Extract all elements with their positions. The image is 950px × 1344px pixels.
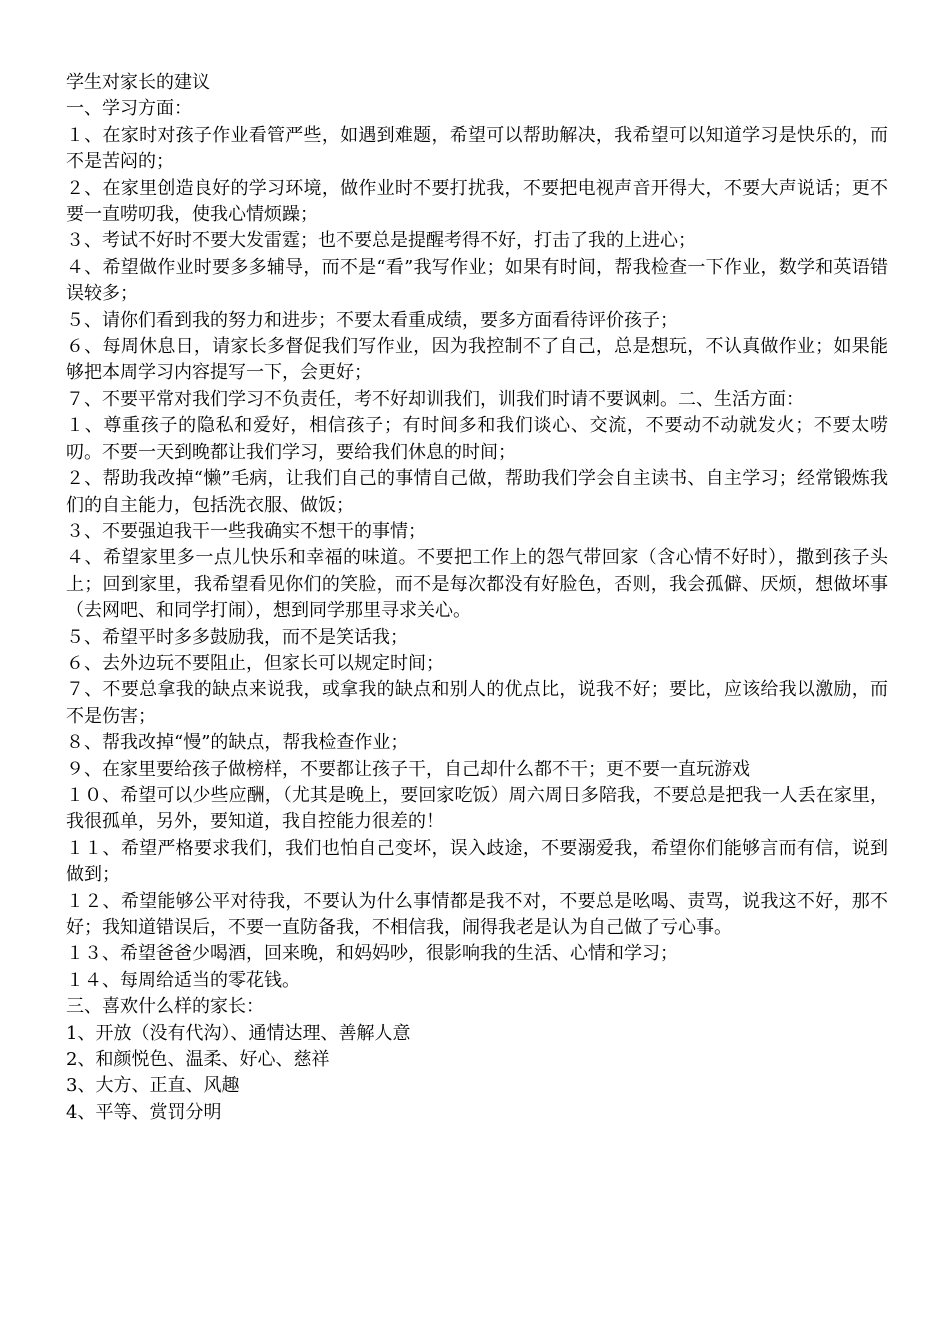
section3-heading: 三、喜欢什么样的家长： xyxy=(66,996,264,1018)
section3-item-3: 3、大方、正直、风趣 xyxy=(66,1075,240,1097)
section2-item-12: １２、希望能够公平对待我，不要认为什么事情都是我不对，不要总是吆喝、责骂，说我这不好，那不好；我知道错误后，不要一直防备我，不相信我，闹得我老是认为自己做了亏心事。 xyxy=(66,890,888,938)
section2-item-8: ８、帮我改掉“慢”的缺点，帮我检查作业； xyxy=(66,732,409,754)
section2-item-5: ５、希望平时多多鼓励我，而不是笑话我； xyxy=(66,626,408,648)
section3-item-2: 2、和颜悦色、温柔、好心、慈祥 xyxy=(66,1049,330,1071)
section1-item-6: ６、每周休息日，请家长多督促我们写作业，因为我控制不了自己，总是想玩，不认真做作业；如果能够把本周学习内容提写一下，会更好； xyxy=(66,336,888,384)
section2-item-1: １、尊重孩子的隐私和爱好，相信孩子；有时间多和我们谈心、交流，不要动不动就发火；不要太唠叨。不要一天到晚都让我们学习，要给我们休息的时间； xyxy=(66,415,888,463)
section1-item-7: ７、不要平常对我们学习不负责任，考不好却训我们，训我们时请不要讽刺。二、生活方面： xyxy=(66,388,804,410)
section2-item-4: ４、希望家里多一点儿快乐和幸福的味道。不要把工作上的怨气带回家（含心情不好时），撒到孩子头上；回到家里，我希望看见你们的笑脸，而不是每次都没有好脸色，否则，我会孤僻、厌烦，想做坏事（去网吧、和同学打闹），想到同学那里寻求关心。 xyxy=(66,547,888,622)
section2-item-7: ７、不要总拿我的缺点来说我，或拿我的缺点和别人的优点比，说我不好；要比，应该给我以激励，而不是伤害； xyxy=(66,679,888,727)
section2-item-11: １１、希望严格要求我们，我们也怕自己变坏，误入歧途，不要溺爱我，希望你们能够言而有信，说到做到； xyxy=(66,837,888,886)
document-page xyxy=(66,70,888,1126)
section2-item-3: ３、不要强迫我干一些我确实不想干的事情； xyxy=(66,520,426,542)
section1-item-5: ５、请你们看到我的努力和进步；不要太看重成绩，要多方面看待评价孩子； xyxy=(66,309,678,331)
section1-item-4: ４、希望做作业时要多多辅导，而不是“看”我写作业；如果有时间，帮我检查一下作业，数学和英语错误较多； xyxy=(66,256,888,305)
section3-item-1: 1、开放（没有代沟）、通情达理、善解人意 xyxy=(66,1022,411,1044)
section2-item-10: １０、希望可以少些应酬，（尤其是晚上，要回家吃饭）周六周日多陪我，不要总是把我一人丢在家里，我很孤单，另外，要知道，我自控能力很差的！ xyxy=(66,784,888,833)
section2-item-13: １３、希望爸爸少喝酒，回来晚，和妈妈吵，很影响我的生活、心情和学习； xyxy=(66,943,678,965)
section1-item-2: ２、在家里创造良好的学习环境，做作业时不要打扰我，不要把电视声音开得大，不要大声说话；更不要一直唠叨我，使我心情烦躁； xyxy=(66,177,888,226)
section2-item-6: ６、去外边玩不要阻止，但家长可以规定时间； xyxy=(66,652,444,674)
document-title: 学生对家长的建议 xyxy=(66,72,210,93)
section1-item-1: １、在家时对孩子作业看管严些，如遇到难题，希望可以帮助解决，我希望可以知道学习是快乐的，而不是苦闷的； xyxy=(66,124,888,173)
section2-item-2: ２、帮助我改掉“懒”毛病，让我们自己的事情自己做，帮助我们学会自主读书、自主学习；经常锻炼我们的自主能力，包括洗衣服、做饭； xyxy=(66,468,888,516)
section1-heading: 一、学习方面： xyxy=(66,98,192,120)
section2-item-14: １４、每周给适当的零花钱。 xyxy=(66,969,300,991)
section3-item-4: 4、平等、赏罚分明 xyxy=(66,1101,222,1123)
section2-item-9: ９、在家里要给孩子做榜样，不要都让孩子干，自己却什么都不干；更不要一直玩游戏 xyxy=(66,758,750,780)
section1-item-3: ３、考试不好时不要大发雷霆；也不要总是提醒考得不好，打击了我的上进心； xyxy=(66,230,696,252)
